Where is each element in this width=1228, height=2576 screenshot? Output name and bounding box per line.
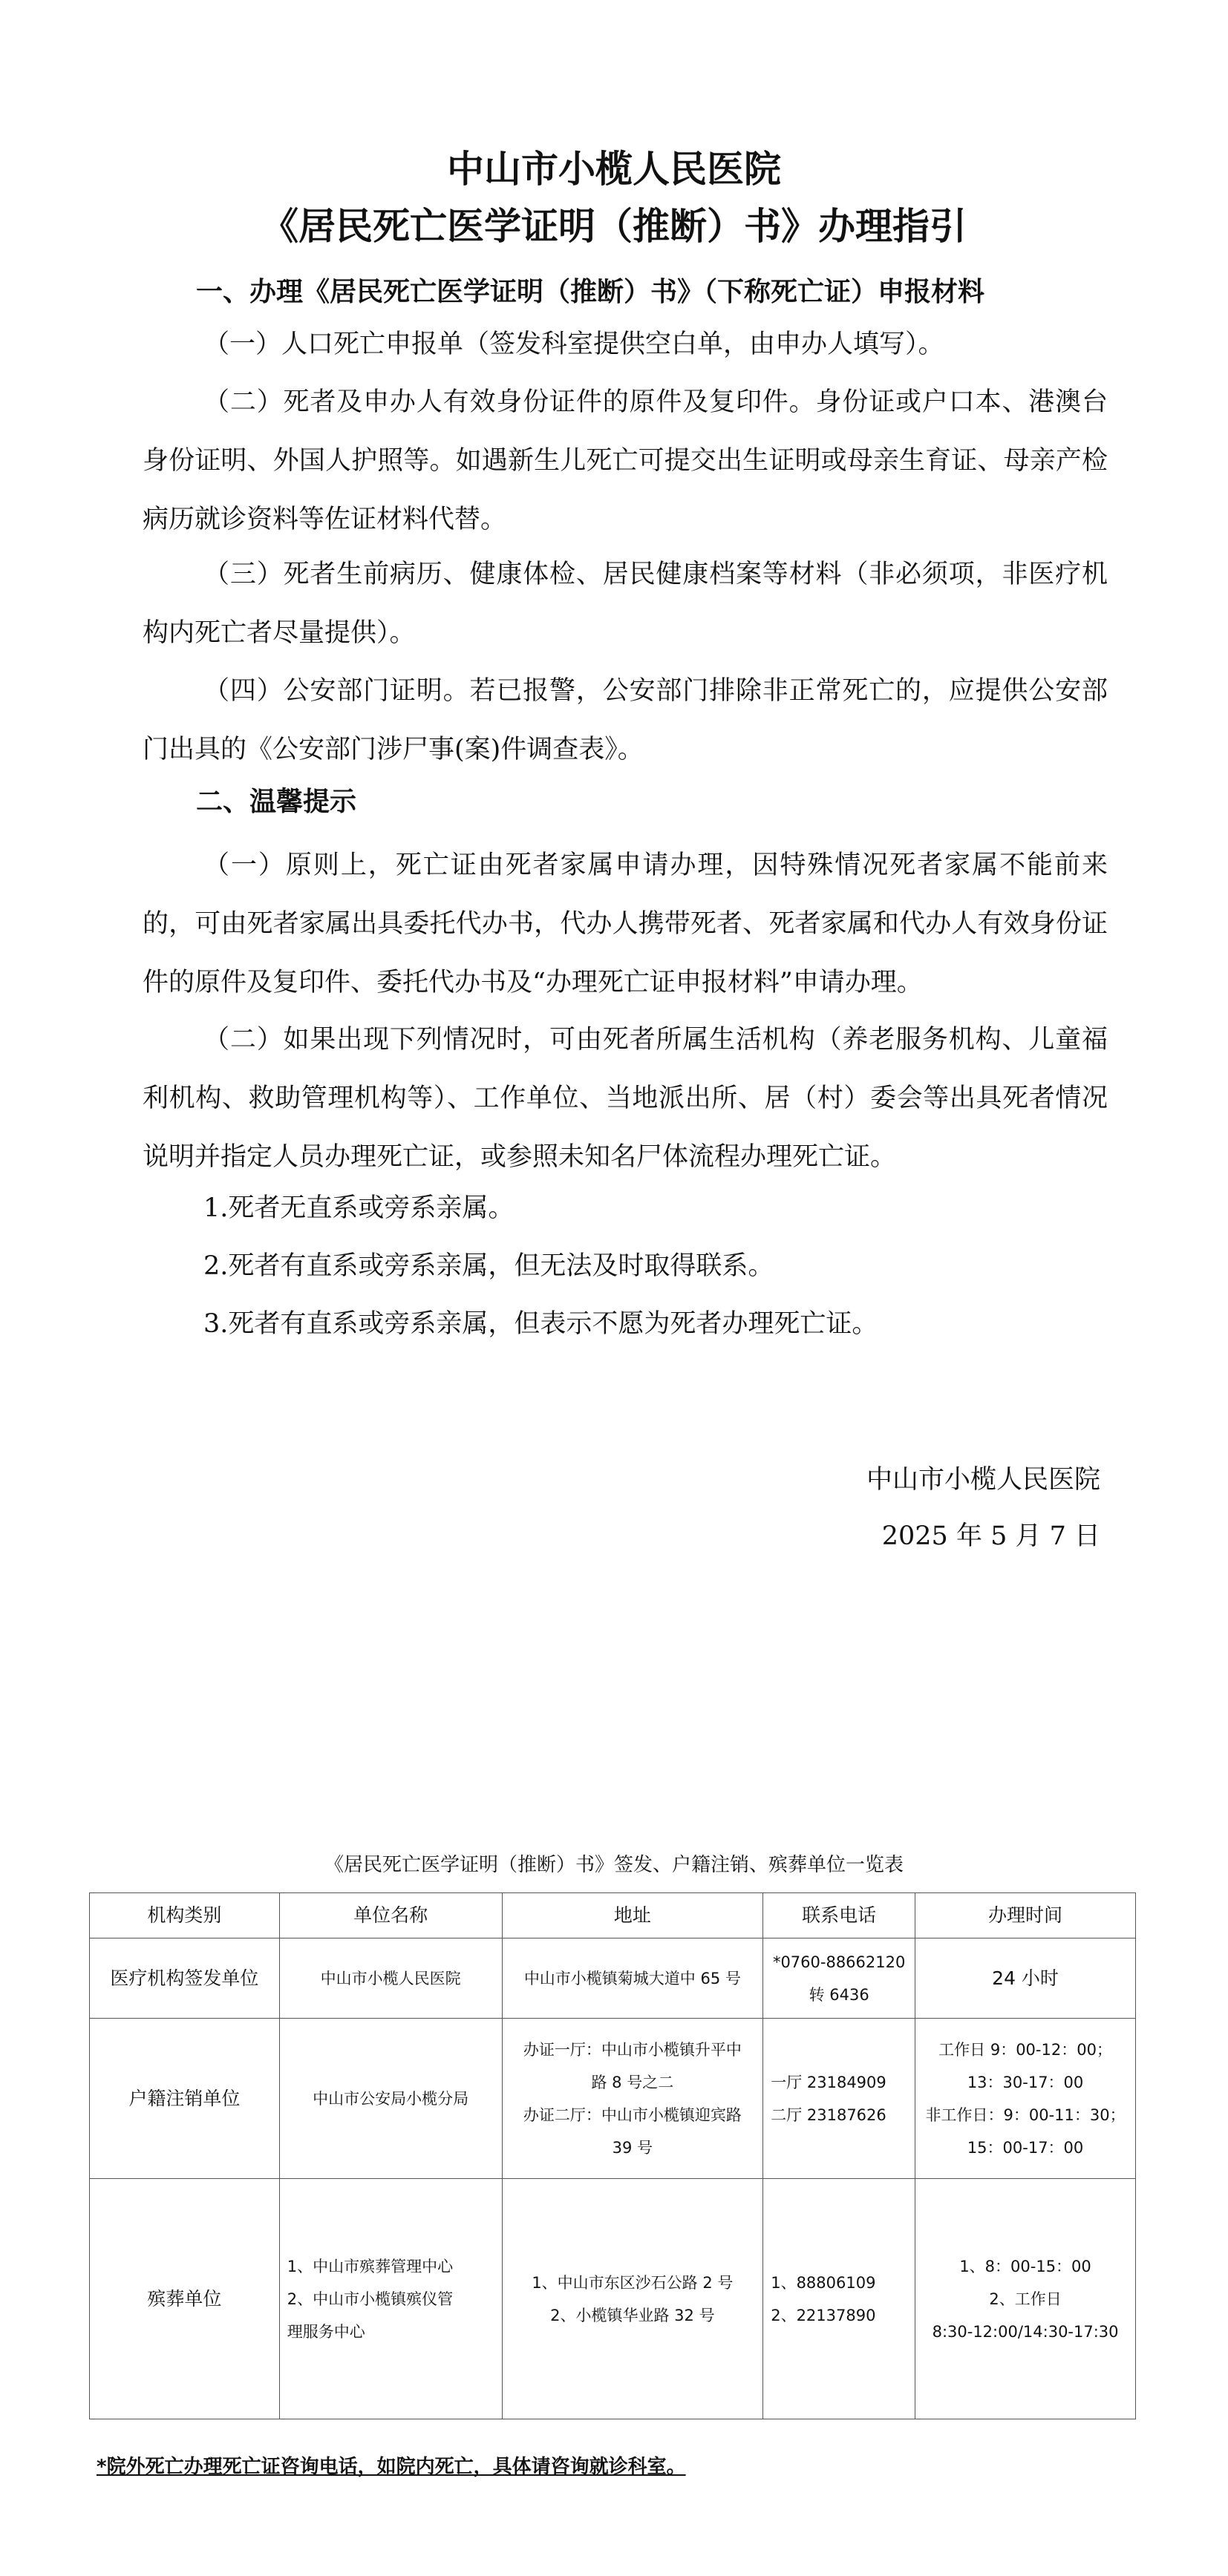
cell-line: 2、工作日	[989, 2290, 1062, 2308]
cell-line: 理服务中心	[287, 2322, 365, 2341]
cell-line: 二厅 23187626	[771, 2105, 886, 2124]
signature-organization: 中山市小榄人民医院	[866, 1465, 1100, 1495]
section-2-paragraph-1: （一）原则上，死亡证由死者家属申请办理，因特殊情况死者家属不能前来的，可由死者家属出具委托代办书，代办人携带死者、死者家属和代办人有效身份证件的原件及复印件、委托代办书及“办理死亡证申报材料”申请办理。	[143, 851, 1108, 997]
cell-hours	[915, 2019, 1136, 2179]
cell-line: 39 号	[612, 2138, 653, 2157]
section-1-paragraph-4: （四）公安部门证明。若已报警，公安部门排除非正常死亡的，应提供公安部门出具的《公安部门涉尸事(案)件调查表》。	[143, 676, 1108, 764]
section-2-heading: 二、温馨提示	[196, 787, 357, 817]
table-footnote: *院外死亡办理死亡证咨询电话，如院内死亡，具体请咨询就诊科室。	[97, 2456, 686, 2478]
units-table	[89, 1892, 1136, 2419]
cell-line: 13：30-17：00	[967, 2073, 1084, 2091]
cell-line: 转 6436	[809, 1985, 869, 2004]
section-1-heading: 一、办理《居民死亡医学证明（推断）书》（下称死亡证）申报材料	[196, 277, 985, 307]
cell-address	[502, 2019, 763, 2179]
cell-line: 路 8 号之二	[591, 2073, 674, 2091]
cell-line: 办证一厅：中山市小榄镇升平中	[523, 2040, 742, 2059]
cell-phone	[763, 2019, 915, 2179]
column-header-phone: 联系电话	[763, 1893, 915, 1938]
page-title: 中山市小榄人民医院	[447, 148, 781, 191]
signature-date: 2025 年 5 月 7 日	[881, 1521, 1100, 1551]
cell-line: 工作日 9：00-12：00；	[938, 2040, 1112, 2059]
document-title: 《居民死亡医学证明（推断）书》办理指引	[261, 205, 967, 248]
section-1-paragraph-1: （一）人口死亡申报单（签发科室提供空白单，由申办人填写）。	[203, 330, 944, 359]
table-header-row	[90, 1893, 1136, 1938]
column-header-name: 单位名称	[279, 1893, 502, 1938]
section-2-list-item: 2.死者有直系或旁系亲属，但无法及时取得联系。	[203, 1251, 774, 1281]
cell-phone	[763, 1938, 915, 2019]
cell-hours	[915, 1938, 1136, 2019]
cell-type: 医疗机构签发单位	[90, 1938, 280, 2019]
cell-line: 1、88806109	[771, 2273, 876, 2292]
cell-line: 8:30-12:00/14:30-17:30	[932, 2322, 1119, 2341]
column-header-type: 机构类别	[90, 1893, 280, 1938]
cell-name	[279, 2179, 502, 2419]
cell-line: 24 小时	[992, 1967, 1059, 1989]
section-2-list-item: 3.死者有直系或旁系亲属，但表示不愿为死者办理死亡证。	[203, 1309, 878, 1339]
cell-line: 1、中山市殡葬管理中心	[287, 2257, 454, 2275]
cell-address	[502, 2179, 763, 2419]
cell-line: 办证二厅：中山市小榄镇迎宾路	[523, 2105, 742, 2124]
cell-line: 1、8：00-15：00	[959, 2257, 1091, 2275]
column-header-address: 地址	[502, 1893, 763, 1938]
cell-hours	[915, 2179, 1136, 2419]
column-header-hours: 办理时间	[915, 1893, 1136, 1938]
cell-line: 一厅 23184909	[771, 2073, 886, 2091]
cell-line: 1、中山市东区沙石公路 2 号	[532, 2273, 734, 2292]
cell-name	[279, 1938, 502, 2019]
section-1-paragraph-3: （三）死者生前病历、健康体检、居民健康档案等材料（非必须项，非医疗机构内死亡者尽量提供）。	[143, 560, 1108, 648]
cell-line: 15：00-17：00	[967, 2138, 1084, 2157]
cell-type: 殡葬单位	[90, 2179, 280, 2419]
table-row	[90, 2019, 1136, 2179]
table-row	[90, 1938, 1136, 2019]
cell-name	[279, 2019, 502, 2179]
cell-phone	[763, 2179, 915, 2419]
cell-type: 户籍注销单位	[90, 2019, 280, 2179]
section-2-paragraph-2: （二）如果出现下列情况时，可由死者所属生活机构（养老服务机构、儿童福利机构、救助管理机构等）、工作单位、当地派出所、居（村）委会等出具死者情况说明并指定人员办理死亡证，或参照未知名尸体流程办理死亡证。	[143, 1025, 1108, 1172]
table-row	[90, 2179, 1136, 2419]
cell-line: 中山市小榄镇菊城大道中 65 号	[523, 1969, 741, 1987]
cell-line: 中山市公安局小榄分局	[313, 2089, 469, 2108]
table-caption: 《居民死亡医学证明（推断）书》签发、户籍注销、殡葬单位一览表	[324, 1854, 904, 1876]
section-1-paragraph-2: （二）死者及申办人有效身份证件的原件及复印件。身份证或户口本、港澳台身份证明、外国人护照等。如遇新生儿死亡可提交出生证明或母亲生育证、母亲产检病历就诊资料等佐证材料代替。	[143, 387, 1108, 534]
cell-line: 2、22137890	[771, 2306, 876, 2324]
cell-line: 2、中山市小榄镇殡仪管	[287, 2290, 454, 2308]
cell-line: *0760-88662120	[772, 1953, 906, 1971]
cell-line: 中山市小榄人民医院	[320, 1969, 461, 1987]
cell-address	[502, 1938, 763, 2019]
section-2-list-item: 1.死者无直系或旁系亲属。	[203, 1193, 515, 1223]
cell-line: 非工作日：9：00-11：30；	[925, 2105, 1126, 2124]
cell-line: 2、小榄镇华业路 32 号	[550, 2306, 715, 2324]
